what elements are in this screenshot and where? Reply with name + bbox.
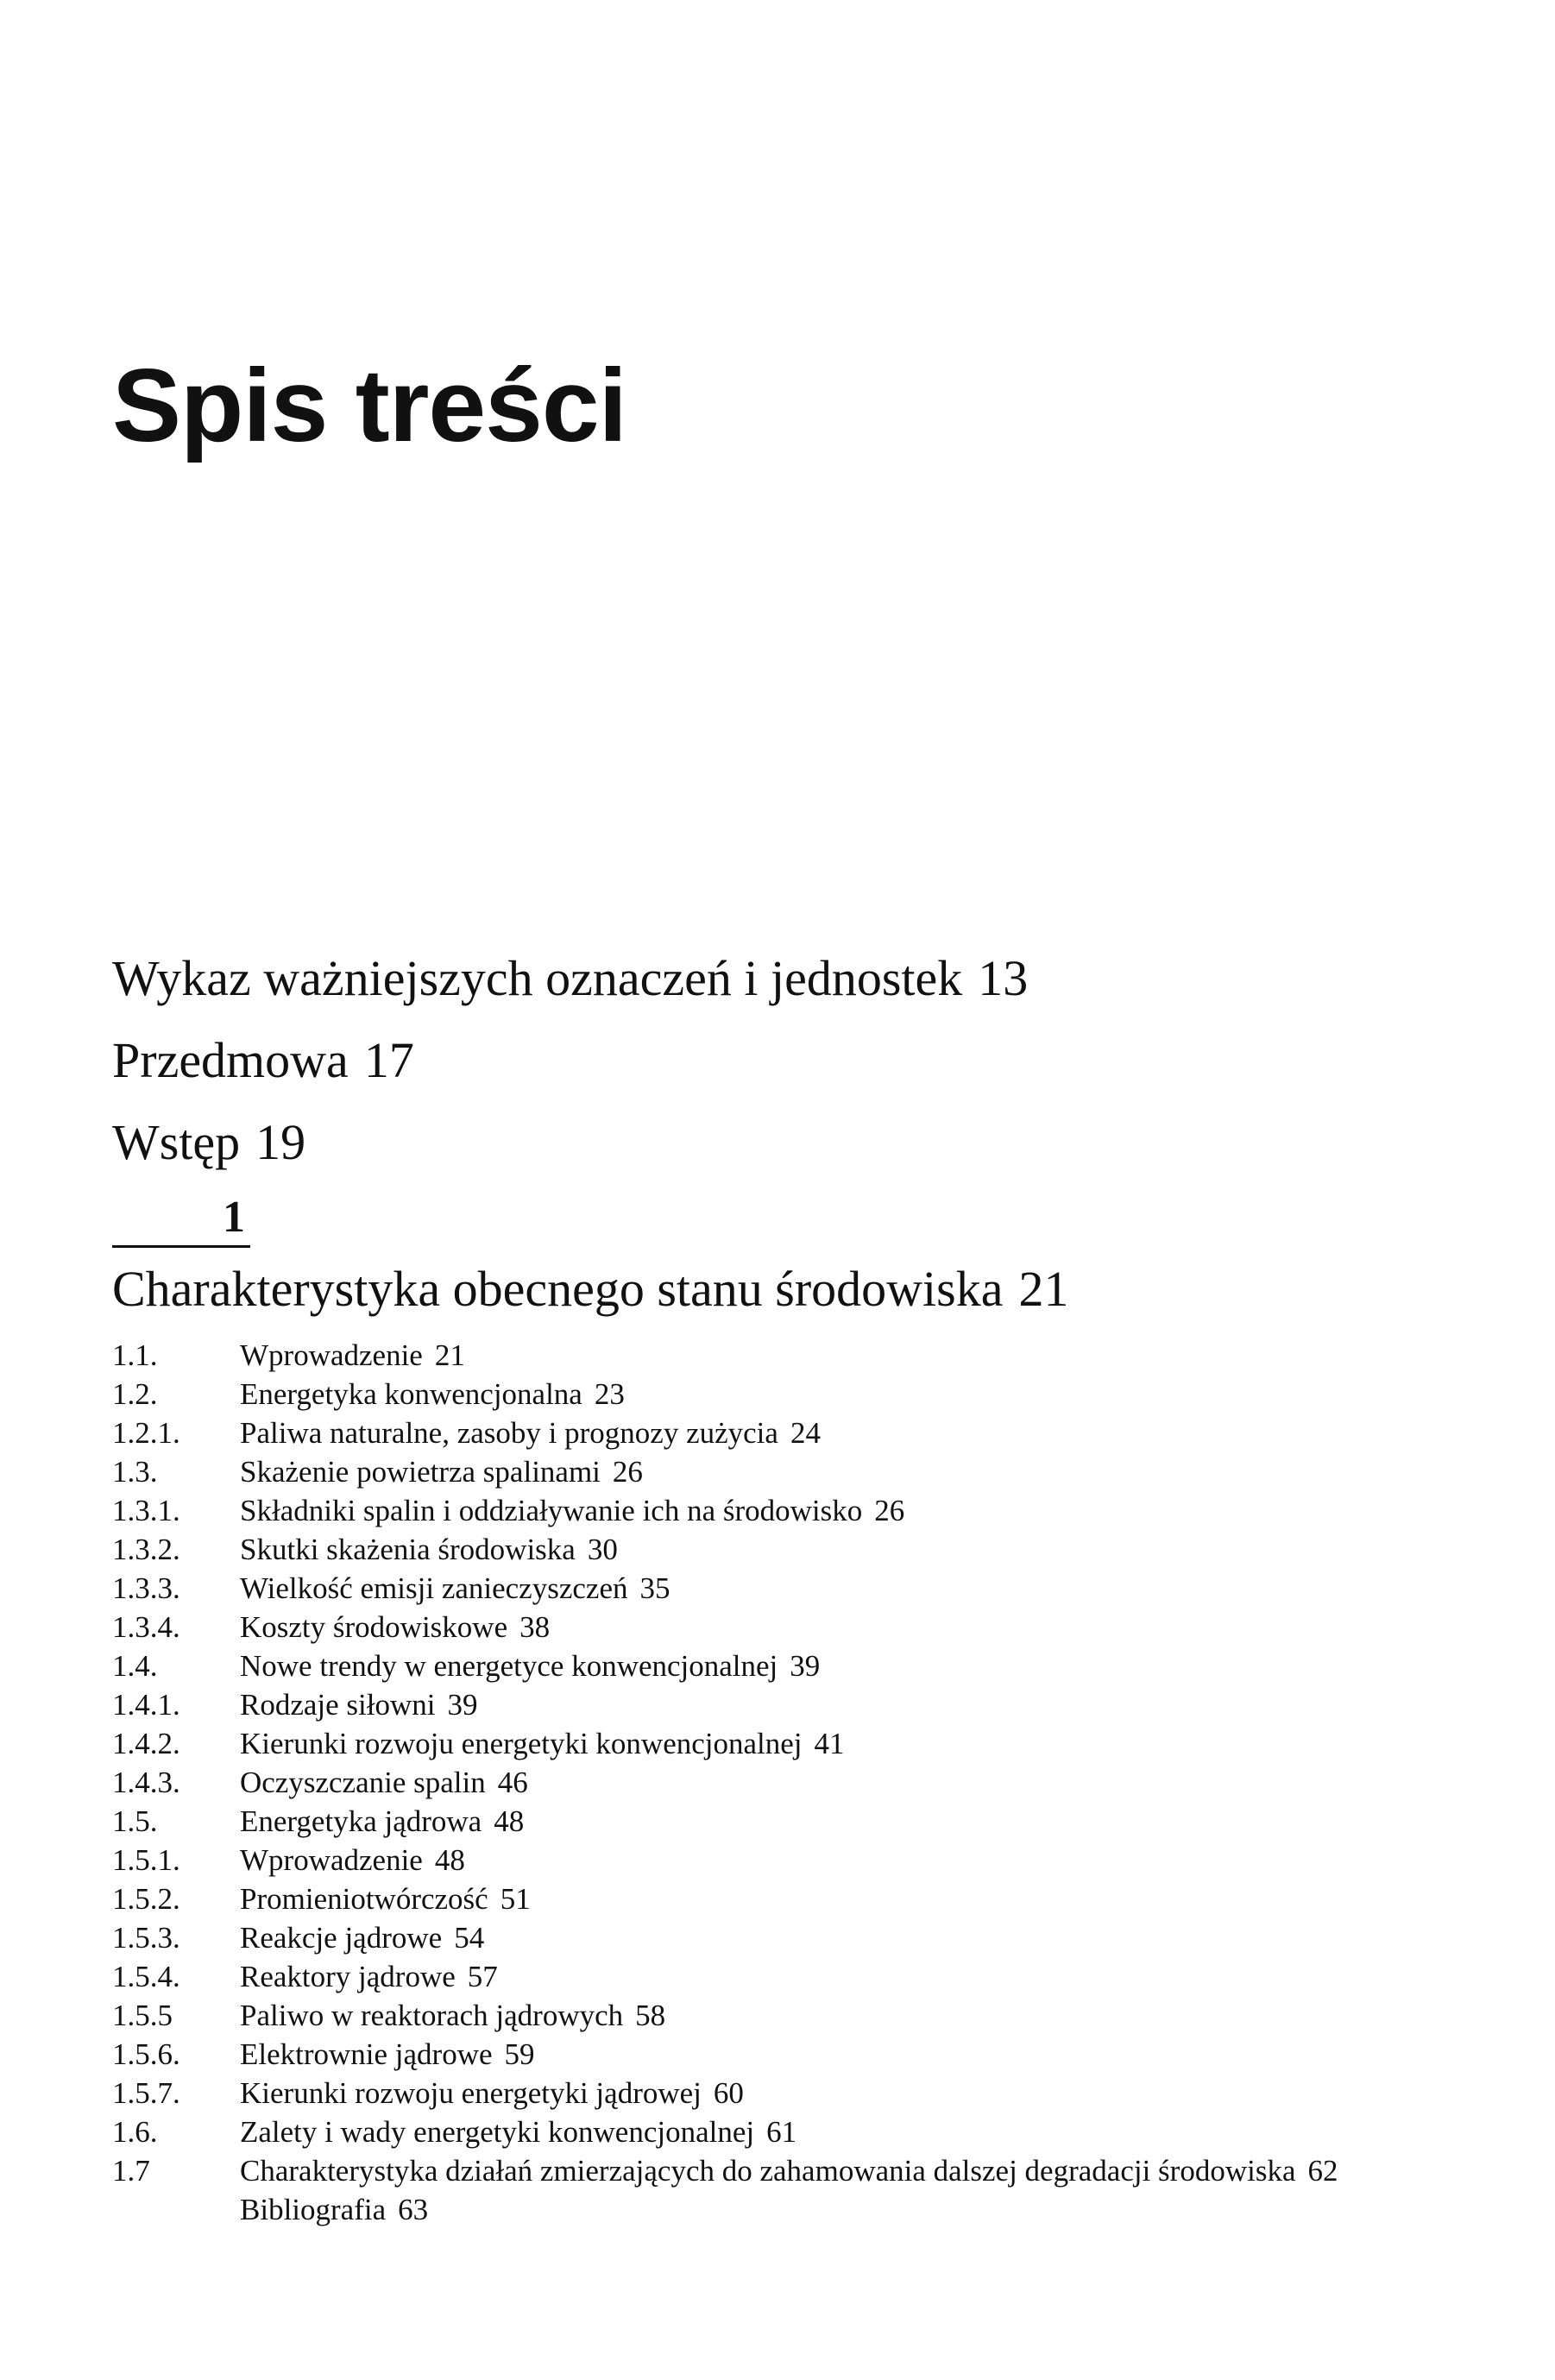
toc-section-row [112, 1802, 1527, 1841]
section-title: Elektrownie jądrowe [240, 2037, 493, 2071]
section-entry [240, 2112, 796, 2151]
section-page-number: 57 [467, 1960, 498, 1993]
section-title: Nowe trendy w energetyce konwencjonalnej [240, 1649, 778, 1683]
section-number: 1.5.3. [112, 1921, 180, 1955]
section-page-number: 41 [814, 1727, 845, 1760]
section-number: 1.5.5 [112, 1999, 173, 2032]
section-entry [240, 1918, 484, 1957]
toc-section-row [112, 2151, 1527, 2190]
toc-section-row [112, 2112, 1527, 2151]
section-page-number: 51 [500, 1882, 531, 1916]
section-number: 1.3.1. [112, 1494, 180, 1527]
section-title: Bibliografia [240, 2193, 387, 2226]
section-title: Wprowadzenie [240, 1338, 423, 1372]
page-title: Spis treści [112, 348, 626, 463]
toc-section-row [112, 2035, 1527, 2074]
section-title: Reaktory jądrowe [240, 1960, 456, 1993]
section-title: Zalety i wady energetyki konwencjonalnej [240, 2115, 755, 2149]
section-page-number: 26 [874, 1494, 905, 1527]
section-title: Rodzaje siłowni [240, 1688, 436, 1722]
toc-section-row [112, 1685, 1527, 1724]
toc-section-row [112, 1375, 1527, 1414]
toc-entry-title: Wykaz ważniejszych oznaczeń i jednostek [112, 950, 963, 1006]
section-page-number: 60 [713, 2076, 744, 2110]
section-number: 1.7 [112, 2154, 150, 2188]
section-number: 1.5.2. [112, 1882, 180, 1916]
section-title: Promieniotwórczość [240, 1882, 488, 1916]
section-page-number: 61 [766, 2115, 797, 2149]
toc-section-row [112, 1879, 1527, 1918]
toc-section-row [112, 1608, 1527, 1646]
section-entry [240, 1491, 904, 1530]
section-number: 1.5. [112, 1804, 158, 1838]
chapter-page-number: 21 [1018, 1261, 1069, 1317]
section-page-number: 62 [1307, 2154, 1338, 2188]
section-page-number: 39 [790, 1649, 821, 1683]
toc-section-row [112, 1841, 1527, 1879]
section-entry [240, 1957, 498, 1996]
section-page-number: 21 [434, 1338, 465, 1372]
section-title: Paliwo w reaktorach jądrowych [240, 1999, 624, 2032]
section-entry [240, 1608, 550, 1646]
section-entry [240, 1375, 625, 1414]
section-entry [240, 1996, 665, 2035]
section-entry [240, 2035, 535, 2074]
toc-entry-title: Przedmowa [112, 1032, 349, 1088]
section-number: 1.3.3. [112, 1571, 180, 1605]
section-entry [240, 2074, 744, 2112]
toc-entry-front-matter [112, 950, 1029, 1006]
section-entry [240, 1530, 618, 1569]
section-entry [240, 1569, 670, 1608]
toc-section-row [112, 1646, 1527, 1685]
section-page-number: 48 [434, 1843, 465, 1877]
section-page-number: 46 [497, 1766, 528, 1799]
section-title: Kierunki rozwoju energetyki jądrowej [240, 2076, 702, 2110]
section-entry [240, 1414, 821, 1452]
section-title: Charakterystyka działań zmierzających do zahamowania dalszej degradacji środowiska [240, 2154, 1296, 2188]
section-number: 1.3.4. [112, 1610, 180, 1644]
toc-page-number: 13 [978, 950, 1029, 1006]
section-page-number: 38 [519, 1610, 551, 1644]
toc-section-row [112, 1724, 1527, 1763]
toc-entry-front-matter [112, 1032, 414, 1088]
section-title: Skażenie powietrza spalinami [240, 1455, 601, 1489]
section-title: Skutki skażenia środowiska [240, 1533, 576, 1566]
toc-section-row [112, 1957, 1527, 1996]
section-number: 1.2.1. [112, 1416, 180, 1450]
section-title: Wielkość emisji zanieczyszczeń [240, 1571, 628, 1605]
section-title: Reakcje jądrowe [240, 1921, 443, 1955]
section-title: Koszty środowiskowe [240, 1610, 508, 1644]
section-page-number: 39 [447, 1688, 478, 1722]
toc-section-row [112, 1491, 1527, 1530]
section-page-number: 59 [504, 2037, 535, 2071]
chapter-heading [112, 1261, 1069, 1317]
toc-section-row [112, 1452, 1527, 1491]
section-title: Kierunki rozwoju energetyki konwencjonalnej [240, 1727, 803, 1760]
section-entry [240, 1452, 643, 1491]
section-number: 1.3.2. [112, 1533, 180, 1566]
section-entry [240, 1879, 531, 1918]
section-number: 1.5.1. [112, 1843, 180, 1877]
toc-section-row [112, 2190, 1527, 2229]
section-entry [240, 1336, 465, 1375]
section-entry [240, 1646, 820, 1685]
section-title: Energetyka jądrowa [240, 1804, 482, 1838]
section-number: 1.4.1. [112, 1688, 180, 1722]
section-number: 1.2. [112, 1377, 158, 1411]
toc-entry-front-matter [112, 1114, 306, 1170]
toc-page-number: 19 [255, 1114, 306, 1170]
toc-section-row [112, 1336, 1527, 1375]
toc-section-row [112, 1918, 1527, 1957]
section-number: 1.5.7. [112, 2076, 180, 2110]
chapter-divider [112, 1245, 250, 1248]
section-number: 1.3. [112, 1455, 158, 1489]
toc-entry-title: Wstęp [112, 1114, 241, 1170]
chapter-number: 1 [223, 1193, 245, 1242]
section-number: 1.4.2. [112, 1727, 180, 1760]
section-entry [240, 1685, 478, 1724]
section-entry [240, 1841, 465, 1879]
section-page-number: 58 [635, 1999, 666, 2032]
toc-section-row [112, 1996, 1527, 2035]
section-title: Energetyka konwencjonalna [240, 1377, 582, 1411]
section-entry [240, 1724, 845, 1763]
toc-section-row [112, 1569, 1527, 1608]
section-page-number: 63 [398, 2193, 429, 2226]
section-page-number: 48 [494, 1804, 525, 1838]
section-number: 1.5.6. [112, 2037, 180, 2071]
section-page-number: 35 [639, 1571, 670, 1605]
section-page-number: 30 [587, 1533, 618, 1566]
section-entry [240, 2190, 428, 2229]
section-title: Składniki spalin i oddziaływanie ich na środowisko [240, 1494, 863, 1527]
section-page-number: 54 [454, 1921, 485, 1955]
section-entry [240, 1802, 524, 1841]
section-entry [240, 2151, 1338, 2190]
chapter-title: Charakterystyka obecnego stanu środowiska [112, 1261, 1004, 1317]
toc-section-row [112, 1414, 1527, 1452]
toc-section-row [112, 1763, 1527, 1802]
section-page-number: 24 [790, 1416, 821, 1450]
section-number: 1.6. [112, 2115, 158, 2149]
toc-section-row [112, 2074, 1527, 2112]
section-number: 1.4.3. [112, 1766, 180, 1799]
section-page-number: 23 [594, 1377, 625, 1411]
section-title: Wprowadzenie [240, 1843, 423, 1877]
section-list [112, 1336, 1527, 2229]
section-number: 1.4. [112, 1649, 158, 1683]
section-page-number: 26 [612, 1455, 643, 1489]
section-title: Paliwa naturalne, zasoby i prognozy zużycia [240, 1416, 778, 1450]
section-number: 1.5.4. [112, 1960, 180, 1993]
toc-section-row [112, 1530, 1527, 1569]
section-entry [240, 1763, 528, 1802]
toc-page-number: 17 [363, 1032, 414, 1088]
section-title: Oczyszczanie spalin [240, 1766, 486, 1799]
section-number: 1.1. [112, 1338, 158, 1372]
